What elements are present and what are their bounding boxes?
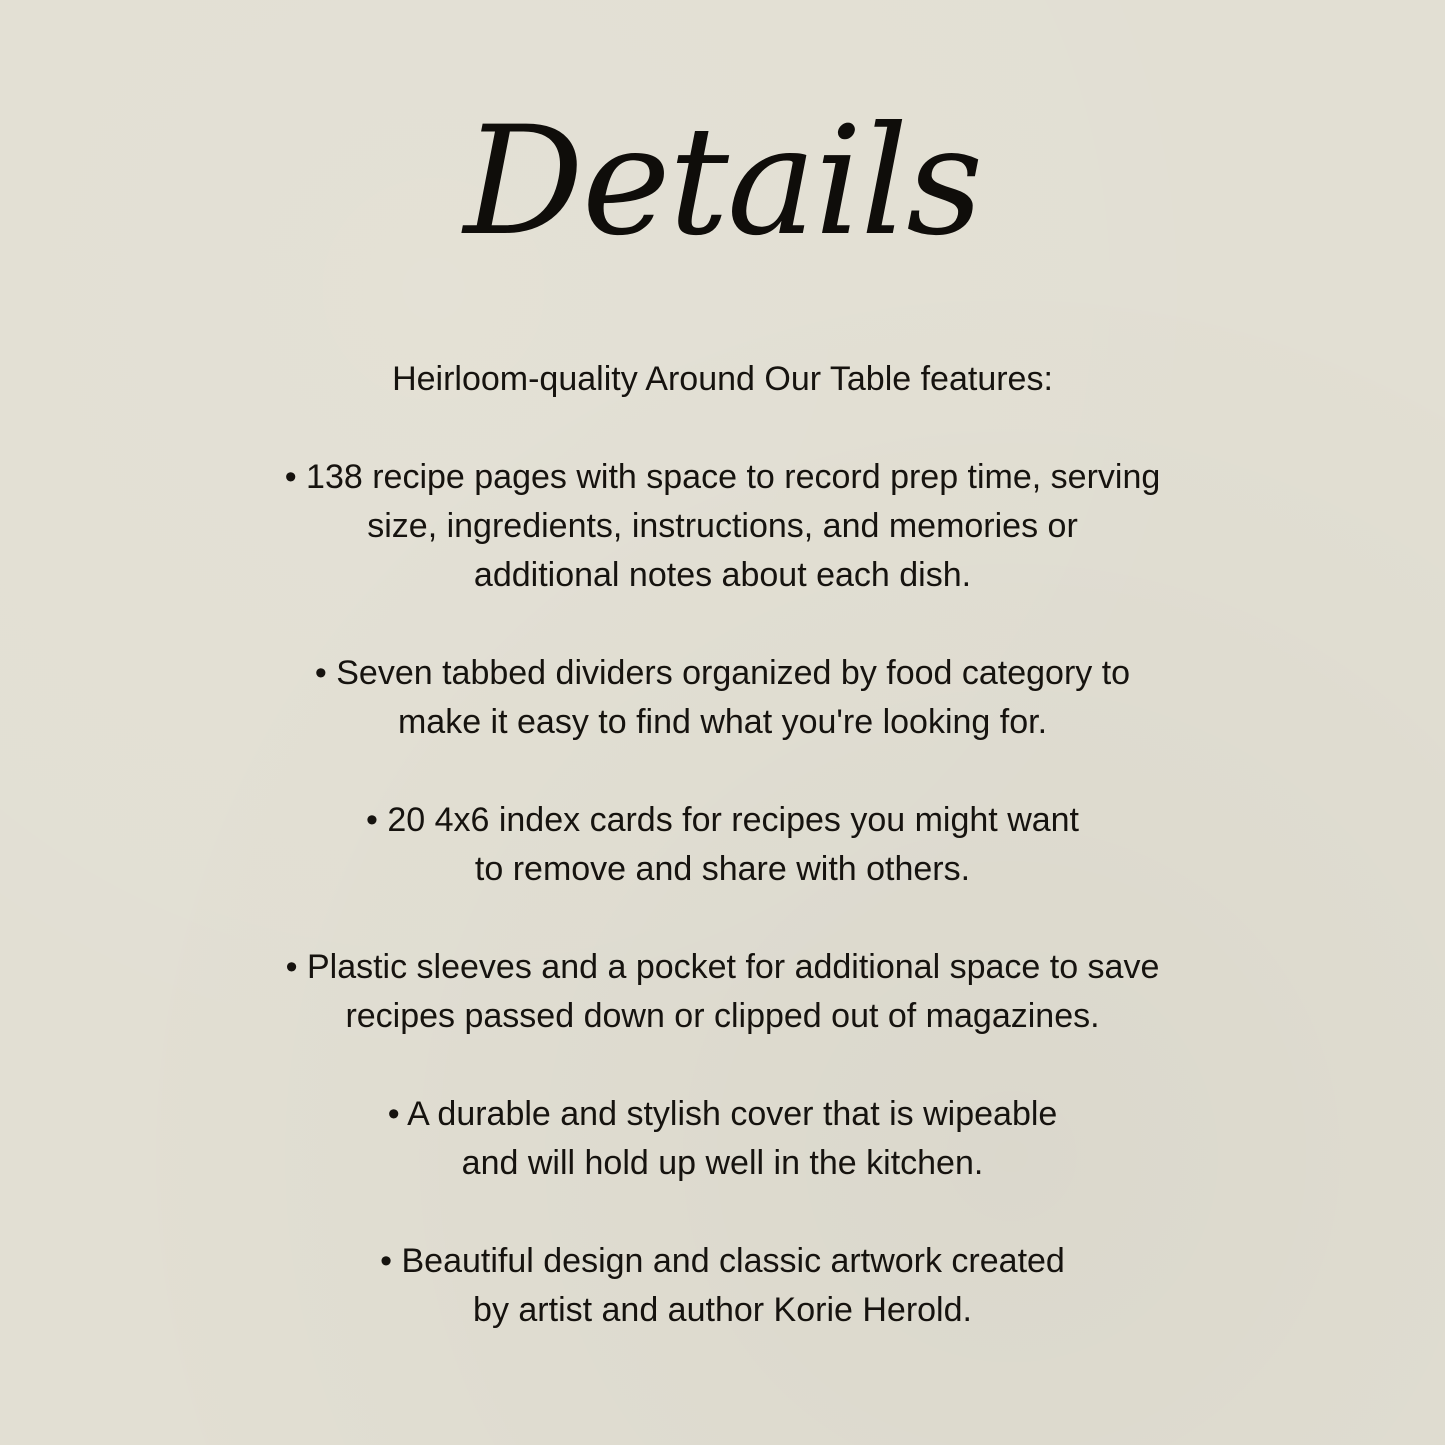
feature-line: size, ingredients, instructions, and memories or bbox=[367, 507, 1078, 545]
feature-line: • Plastic sleeves and a pocket for additional space to save bbox=[285, 948, 1160, 986]
page-title: Details bbox=[463, 95, 982, 269]
feature-line: additional notes about each dish. bbox=[473, 556, 972, 594]
feature-list bbox=[0, 453, 1445, 1384]
feature-line: make it easy to find what you're looking for. bbox=[397, 703, 1048, 741]
feature-item-recipe-pages bbox=[0, 453, 1445, 600]
feature-line: • 138 recipe pages with space to record prep time, serving bbox=[284, 458, 1161, 496]
feature-item-design-artwork bbox=[0, 1237, 1445, 1335]
feature-item-index-cards bbox=[0, 796, 1445, 894]
feature-item-tabbed-dividers bbox=[0, 649, 1445, 747]
feature-item-durable-cover bbox=[0, 1090, 1445, 1188]
feature-line: recipes passed down or clipped out of magazines. bbox=[345, 997, 1100, 1035]
feature-line: by artist and author Korie Herold. bbox=[473, 1291, 972, 1329]
feature-line: • Seven tabbed dividers organized by food category to bbox=[314, 654, 1131, 692]
feature-line: to remove and share with others. bbox=[474, 850, 971, 888]
feature-line: • A durable and stylish cover that is wipeable bbox=[387, 1095, 1058, 1133]
feature-line: • 20 4x6 index cards for recipes you might want bbox=[365, 801, 1080, 839]
feature-line: and will hold up well in the kitchen. bbox=[461, 1144, 984, 1182]
intro-text: Heirloom-quality Around Our Table features: bbox=[392, 360, 1053, 398]
feature-item-plastic-sleeves bbox=[0, 943, 1445, 1041]
feature-line: • Beautiful design and classic artwork created bbox=[380, 1242, 1065, 1280]
